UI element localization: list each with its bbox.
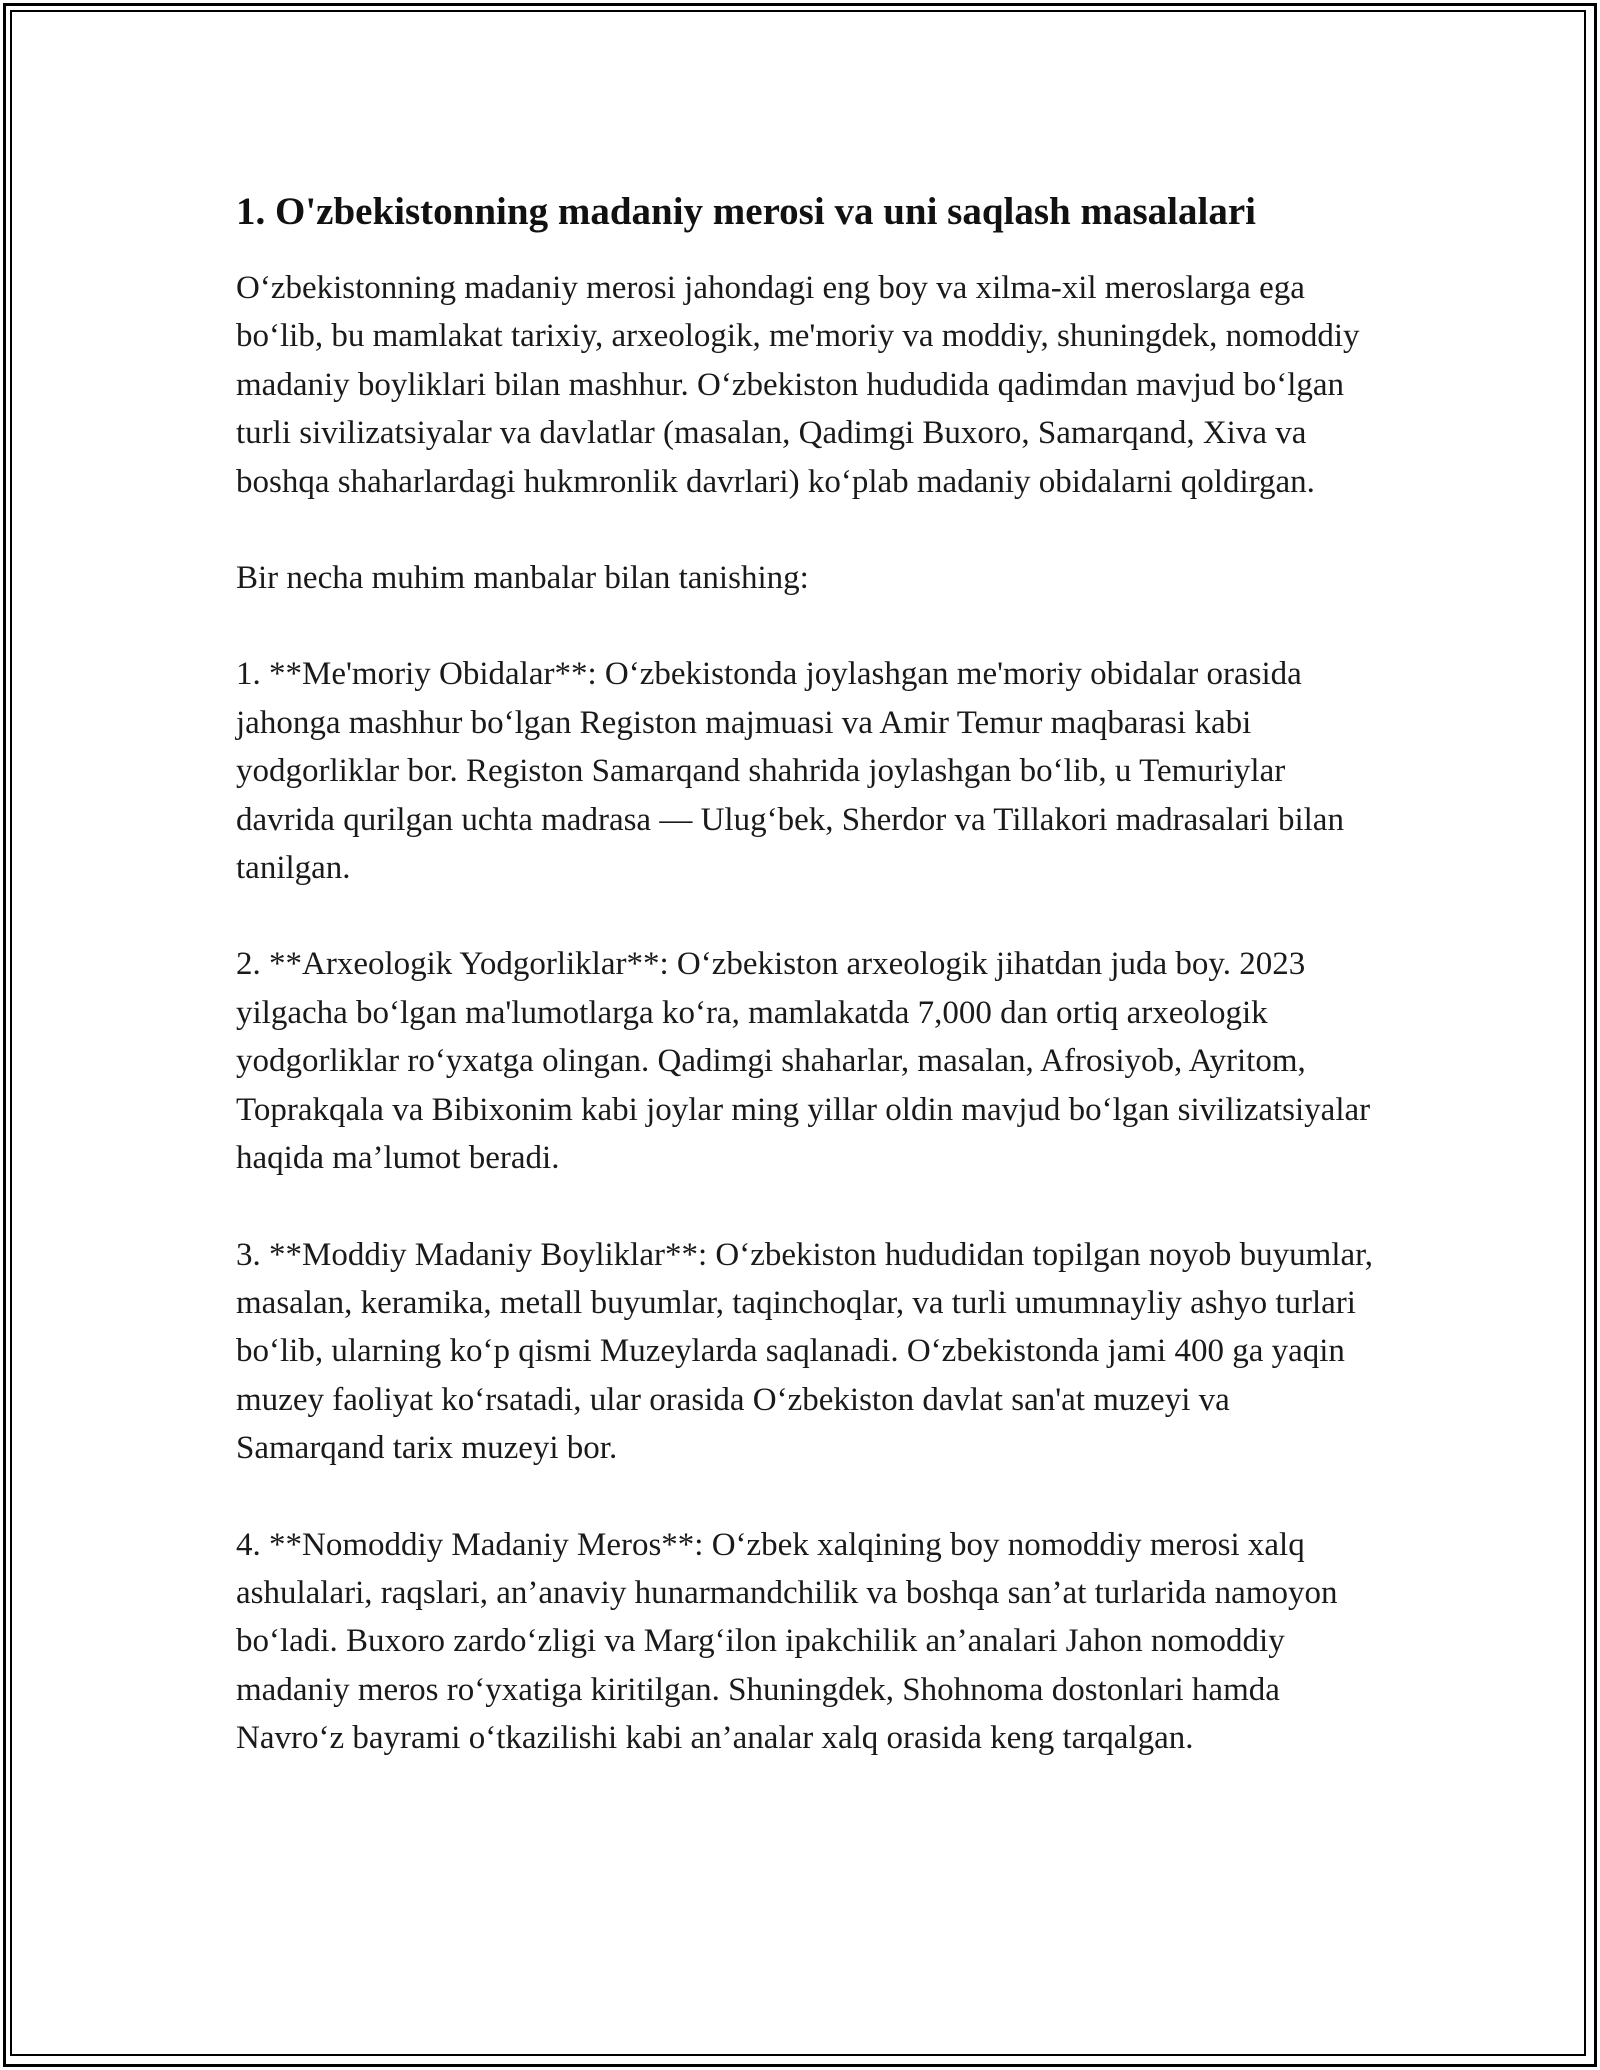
intangible-heritage-paragraph: 4. **Nomoddiy Madaniy Meros**: O‘zbek xalqining boy nomoddiy merosi xalq ashulalari, raqslari, an’anaviy hunarmandchilik va boshqa san’at turlarida namoyon bo‘ladi. Buxoro zardo‘zligi va Marg‘ilon ipakchilik an’analari Jahon nomoddiy madaniy meros ro‘yxatiga kiritilgan. Shuningdek, Shohnoma dostonlari hamda Navro‘z bayrami o‘tkazilishi kabi an’analar xalq orasida keng tarqalgan.: [236, 1526, 1338, 1757]
document-body: [236, 186, 1376, 1811]
intro-paragraph: O‘zbekistonning madaniy merosi jahondagi eng boy va xilma-xil meroslarga ega bo‘lib, bu mamlakat tarixiy, arxeologik, me'moriy va moddiy, shuningdek, nomoddiy madaniy boyliklari bilan mashhur. O‘zbekiston hududida qadimdan mavjud bo‘lgan turli sivilizatsiyalar va davlatlar (masalan, Qadimgi Buxoro, Samarqand, Xiva va boshqa shaharlardagi hukmronlik davrlari) ko‘plab madaniy obidalarni qoldirgan.: [236, 270, 1360, 500]
architecture-paragraph: 1. **Me'moriy Obidalar**: O‘zbekistonda joylashgan me'moriy obidalar orasida jahonga mashhur bo‘lgan Registon majmuasi va Amir Temur maqbarasi kabi yodgorliklar bor. Registon Samarqand shahrida joylashgan bo‘lib, u Temuriylar davrida qurilgan uchta madrasa — Ulug‘bek, Sherdor va Tillakori madrasalari bilan tanilgan.: [236, 656, 1344, 887]
archaeology-paragraph: 2. **Arxeologik Yodgorliklar**: O‘zbekiston arxeologik jihatdan juda boy. 2023 yilgacha bo‘lgan ma'lumotlarga ko‘ra, mamlakatda 7,000 dan ortiq arxeologik yodgorliklar ro‘yxatga olingan. Qadimgi shaharlar, masalan, Afrosiyob, Ayritom, Toprakqala va Bibixonim kabi joylar ming yillar oldin mavjud bo‘lgan sivilizatsiyalar haqida ma’lumot beradi.: [236, 946, 1371, 1177]
page-title: 1. O'zbekistonning madaniy merosi va uni saqlash masalalari: [236, 190, 1256, 233]
material-culture-paragraph: 3. **Moddiy Madaniy Boyliklar**: O‘zbekiston hududidan topilgan noyob buyumlar, masalan, keramika, metall buyumlar, taqinchoqlar, va turli umumnayliy ashyo turlari bo‘lib, ularning ko‘p qismi Muzeylarda saqlanadi. O‘zbekistonda jami 400 ga yaqin muzey faoliyat ko‘rsatadi, ular orasida O‘zbekiston davlat san'at muzeyi va Samarqand tarix muzeyi bor.: [236, 1236, 1374, 1467]
sources-lead-paragraph: Bir necha muhim manbalar bilan tanishing:: [236, 560, 809, 597]
